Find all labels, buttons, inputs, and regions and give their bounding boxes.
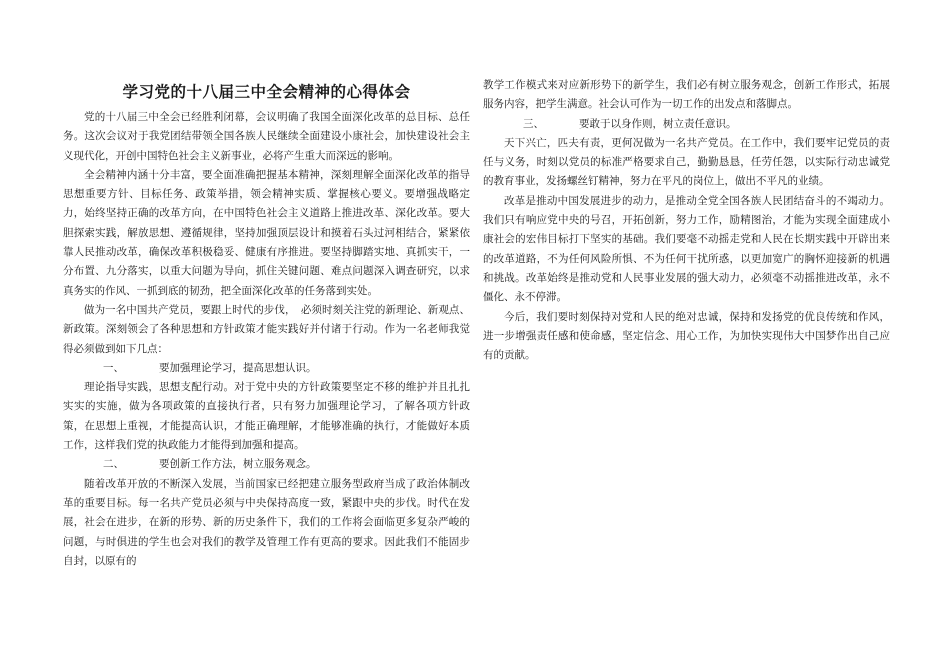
paragraph-spirit: 全会精神内涵十分丰富，要全面准确把握基本精神，深刻理解全面深化改革的指导思想重要方针、目标任务、政策举措，领会精神实质、掌握核心要义。要增强战略定力，始终坚持正确的改革方向，在中国特色社会主义道路上推进改革、深化改革。要大胆探索实践，解放思想、遵循规律，坚持加强顶层设计和摸着石头过河相结合，紧紧依靠人民推动改革，确保改革积极稳妥、健康有序推进。要坚持脚踏实地、真抓实干，一分布置、九分落实，以重大问题为导向，抓住关键问题、难点问题深入调查研究，以求真务实的作风、一抓到底的韧劲，把全面深化改革的任务落到实处。 (63, 168, 470, 297)
right-column (483, 76, 890, 365)
left-column (63, 80, 470, 571)
paragraph-conclusion: 今后，我们要时刻保持对党和人民的绝对忠诚，保持和发扬党的优良传统和作风，进一步增强责任感和使命感，坚定信念、用心工作，为加快实现伟大中国梦作出自己应有的贡献。 (483, 310, 890, 362)
section-title-3: 要敢于以身作则，树立责任意识。 (579, 117, 737, 130)
section-heading-3 (483, 115, 890, 134)
paragraph-party-member: 做为一名中国共产党员，要跟上时代的步伐， 必须时刻关注党的新理论、新观点、新政策。深刻领会了各种思想和方针政策才能实践好并付诸于行动。作为一名老师我觉得必须做到如下几点： (63, 303, 470, 355)
paragraph-responsibility: 天下兴亡，匹夫有责，更何况做为一名共产党员。在工作中，我们要牢记党员的责任与义务，时刻以党员的标准严格要求自己，勤勤恳恳，任劳任怨，以实际行动忠诚党的教育事业，发扬螺丝钉精神，努力在平凡的岗位上，做出不平凡的业绩。 (483, 136, 890, 188)
paragraph-intro: 党的十八届三中全会已经胜利闭幕，会议明确了我国全面深化改革的总目标、总任务。这次会议对于我党团结带领全国各族人民继续全面建设小康社会，加快建设社会主义现代化，开创中国特色社会主义新事业，必将产生重大而深远的影响。 (63, 111, 470, 162)
paragraph-continued: 教学工作模式来对应新形势下的新学生，我们必有树立服务观念，创新工作形式，拓展服务内容，把学生满意。社会认可作为一切工作的出发点和落脚点。 (483, 79, 890, 111)
section-title-1: 要加强理论学习，提高思想认识。 (159, 361, 317, 374)
paragraph-theory: 理论指导实践，思想支配行动。对于党中央的方针政策要坚定不移的维护并且扎扎实实的实施，做为各项政策的直接执行者，只有努力加强理论学习，了解各项方针政策，在思想上重视，才能提高认识，才能正确理解，才能够准确的执行，才能做好本质工作，这样我们党的执政能力才能得到加强和提高。 (63, 381, 470, 452)
section-heading-1 (63, 359, 470, 378)
section-title-2: 要创新工作方法，树立服务观念。 (159, 458, 317, 471)
section-number-3: 三、 (523, 117, 544, 130)
section-number-1: 一、 (103, 361, 124, 374)
section-heading-2 (63, 455, 470, 474)
document-title: 学习党的十八届三中全会精神的心得体会 (122, 83, 411, 101)
paragraph-reform: 随着改革开放的不断深入发展，当前国家已经把建立服务型政府当成了政治体制改革的重要目标。每一名共产党员必须与中央保持高度一致，紧跟中央的步伐。时代在发展，社会在进步，在新的形势、新的历史条件下，我们的工作将会面临更多复杂严峻的问题，与时俱进的学生也会对我们的教学及管理工作有更高的要求。因此我们不能固步自封，以原有的 (63, 477, 470, 567)
paragraph-reform-driver: 改革是推动中国发展进步的动力，是推动全党全国各族人民团结奋斗的不竭动力。我们只有响应党中央的号召，开拓创新，努力工作，励精图治，才能为实现全面建成小康社会的宏伟目标打下坚实的基础。我们要毫不动摇走党和人民在长期实践中开辟出来的改革道路，不为任何风险所惧、不为任何干扰所惑，以更加宽广的胸怀迎接新的机遇和挑战。改革始终是推动党和人民事业发展的强大动力，必须毫不动摇推进改革，永不僵化、永不停滞。 (483, 194, 890, 304)
section-number-2: 二、 (103, 458, 124, 471)
